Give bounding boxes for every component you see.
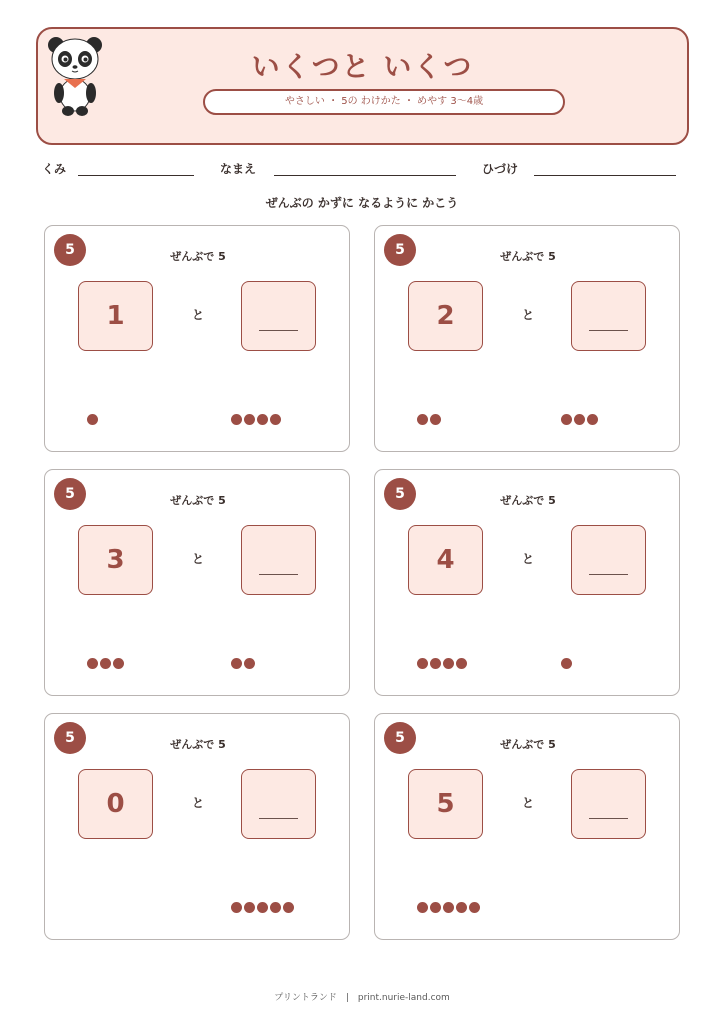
count-dot [270,902,281,913]
count-dot [417,414,428,425]
count-dot [443,658,454,669]
info-row [40,158,685,180]
given-number-box: 2 [408,281,483,351]
given-number-box: 4 [408,525,483,595]
connector-label: と [191,308,204,322]
answer-box[interactable] [241,525,316,595]
answer-line [589,330,628,331]
answer-line [589,574,628,575]
total-badge: 5 [54,478,86,510]
count-dot [469,902,480,913]
given-number-box: 0 [78,769,153,839]
count-dot [430,414,441,425]
count-dot [87,414,98,425]
left-dots [87,658,124,670]
answer-box[interactable] [571,769,646,839]
total-badge: 5 [384,722,416,754]
count-dot [100,658,111,669]
right-dots [231,902,294,914]
count-dot [113,658,124,669]
count-dot [417,902,428,913]
given-number-box: 1 [78,281,153,351]
connector-label: と [191,796,204,810]
answer-box[interactable] [241,769,316,839]
count-dot [87,658,98,669]
left-dots [417,658,467,670]
count-dot [456,902,467,913]
name-field[interactable] [274,175,456,176]
given-number-box: 5 [408,769,483,839]
date-field[interactable] [534,175,676,176]
instruction-text: ぜんぶの かずに なるように かこう [265,196,459,210]
total-badge: 5 [54,234,86,266]
count-dot [283,902,294,913]
card-title: ぜんぶで 5 [170,738,226,751]
problem-card [374,225,680,452]
total-badge: 5 [384,234,416,266]
right-dots [561,414,598,426]
left-dots [417,414,441,426]
count-dot [430,902,441,913]
count-dot [231,414,242,425]
count-dot [430,658,441,669]
problem-card [374,713,680,940]
left-dots [87,414,98,426]
subtitle-pill: やさしい ・ 5の わけかた ・ めやす 3〜4歳 [203,89,565,115]
problem-card [374,469,680,696]
count-dot [561,414,572,425]
count-dot [417,658,428,669]
count-dot [257,414,268,425]
answer-line [259,574,298,575]
count-dot [244,902,255,913]
answer-line [259,330,298,331]
total-badge: 5 [384,478,416,510]
right-dots [231,414,281,426]
page-title: いくつと いくつ [251,50,474,83]
header-banner [36,27,689,145]
count-dot [587,414,598,425]
card-title: ぜんぶで 5 [170,494,226,507]
connector-label: と [191,552,204,566]
problem-card [44,469,350,696]
count-dot [270,414,281,425]
class-label: くみ [42,162,67,176]
answer-box[interactable] [571,281,646,351]
class-field[interactable] [78,175,194,176]
connector-label: と [521,552,534,566]
count-dot [561,658,572,669]
right-dots [561,658,572,670]
count-dot [456,658,467,669]
count-dot [244,658,255,669]
connector-label: と [521,796,534,810]
problem-card [44,225,350,452]
count-dot [231,658,242,669]
answer-box[interactable] [571,525,646,595]
count-dot [443,902,454,913]
given-number-box: 3 [78,525,153,595]
count-dot [257,902,268,913]
answer-line [589,818,628,819]
answer-box[interactable] [241,281,316,351]
problem-card [44,713,350,940]
total-badge: 5 [54,722,86,754]
count-dot [231,902,242,913]
count-dot [244,414,255,425]
left-dots [417,902,480,914]
card-title: ぜんぶで 5 [170,250,226,263]
card-title: ぜんぶで 5 [500,494,556,507]
count-dot [574,414,585,425]
answer-line [259,818,298,819]
footer-credit: プリントランド | print.nurie-land.com [274,993,450,1003]
name-label: なまえ [220,162,257,176]
date-label: ひづけ [482,162,519,176]
connector-label: と [521,308,534,322]
card-title: ぜんぶで 5 [500,738,556,751]
right-dots [231,658,255,670]
card-title: ぜんぶで 5 [500,250,556,263]
